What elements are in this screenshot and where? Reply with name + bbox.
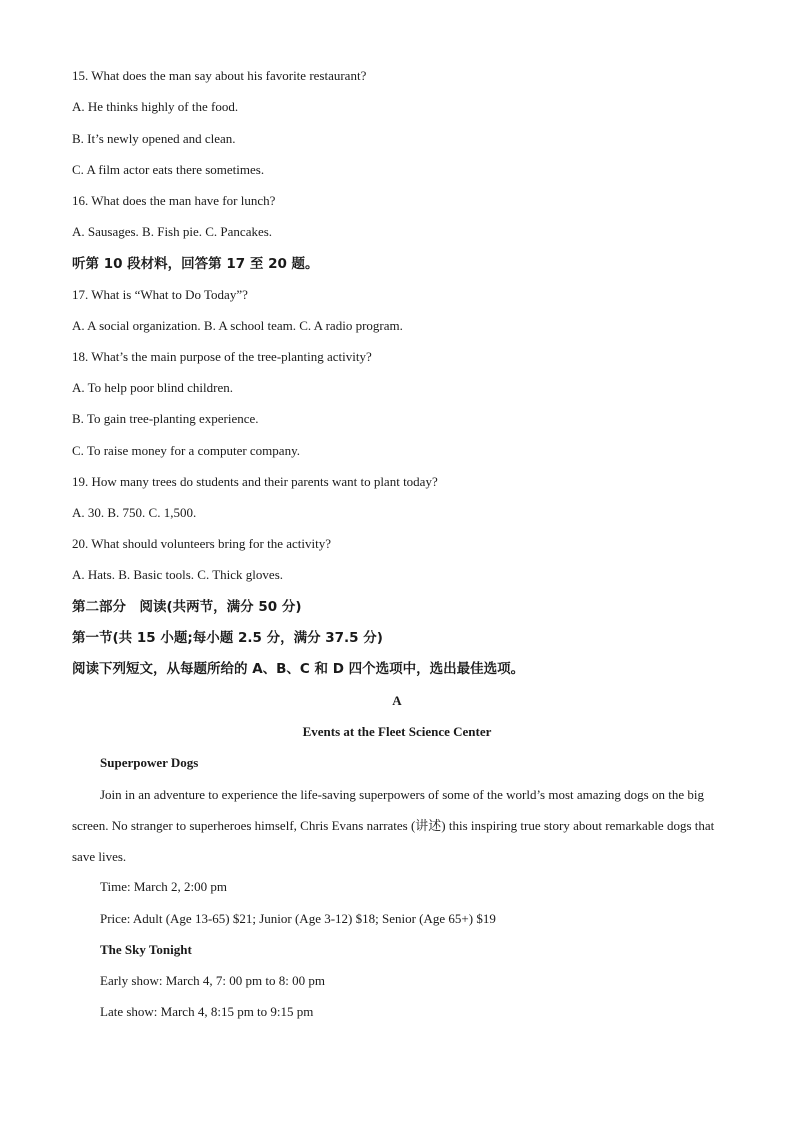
question-20-options: A. Hats. B. Basic tools. C. Thick gloves. — [72, 567, 284, 582]
question-20-stem: 20. What should volunteers bring for the activity? — [72, 536, 331, 551]
question-18-option-c: C. To raise money for a computer company. — [72, 443, 300, 458]
question-19-stem: 19. How many trees do students and their parents want to plant today? — [72, 474, 438, 489]
question-16-stem: 16. What does the man have for lunch? — [72, 193, 276, 208]
question-18-option-b: B. To gain tree-planting experience. — [72, 411, 259, 426]
event-1-name: Superpower Dogs — [100, 755, 199, 770]
question-19-options: A. 30. B. 750. C. 1,500. — [72, 505, 197, 520]
question-18-option-a: A. To help poor blind children. — [72, 380, 233, 395]
question-15-stem: 15. What does the man say about his favorite restaurant? — [72, 68, 367, 83]
question-15-option-b: B. It’s newly opened and clean. — [72, 131, 236, 146]
section-1-heading: 第一节(共 15 小题;每小题 2.5 分，满分 37.5 分) — [72, 630, 383, 646]
event-2-early-show: Early show: March 4, 7: 00 pm to 8: 00 pm — [100, 973, 325, 988]
question-16-options: A. Sausages. B. Fish pie. C. Pancakes. — [72, 224, 273, 239]
event-2-name: The Sky Tonight — [100, 942, 192, 957]
question-17-options: A. A social organization. B. A school team. C. A radio program. — [72, 318, 403, 333]
event-1-description: Join in an adventure to experience the life-saving superpowers of some of the world’s most amazing dogs on the big screen. No stranger to superheroes himself, Chris Evans narrates (讲述) this inspiring true story about remarkable dogs that save lives. — [72, 787, 715, 864]
reading-instructions: 阅读下列短文，从每题所给的 A、B、C 和 D 四个选项中，选出最佳选项。 — [72, 661, 525, 677]
section-10-heading: 听第 10 段材料，回答第 17 至 20 题。 — [72, 256, 319, 272]
event-1-price: Price: Adult (Age 13-65) $21; Junior (Age 3-12) $18; Senior (Age 65+) $19 — [100, 911, 496, 926]
event-1-time: Time: March 2, 2:00 pm — [100, 879, 227, 894]
passage-letter: A — [392, 693, 402, 708]
question-18-stem: 18. What’s the main purpose of the tree-planting activity? — [72, 349, 372, 364]
part-2-heading: 第二部分 阅读(共两节，满分 50 分) — [72, 599, 302, 615]
question-15-option-c: C. A film actor eats there sometimes. — [72, 162, 265, 177]
question-15-option-a: A. He thinks highly of the food. — [72, 99, 239, 114]
event-2-late-show: Late show: March 4, 8:15 pm to 9:15 pm — [100, 1004, 314, 1019]
question-17-stem: 17. What is “What to Do Today”? — [72, 287, 248, 302]
passage-title: Events at the Fleet Science Center — [302, 724, 492, 739]
